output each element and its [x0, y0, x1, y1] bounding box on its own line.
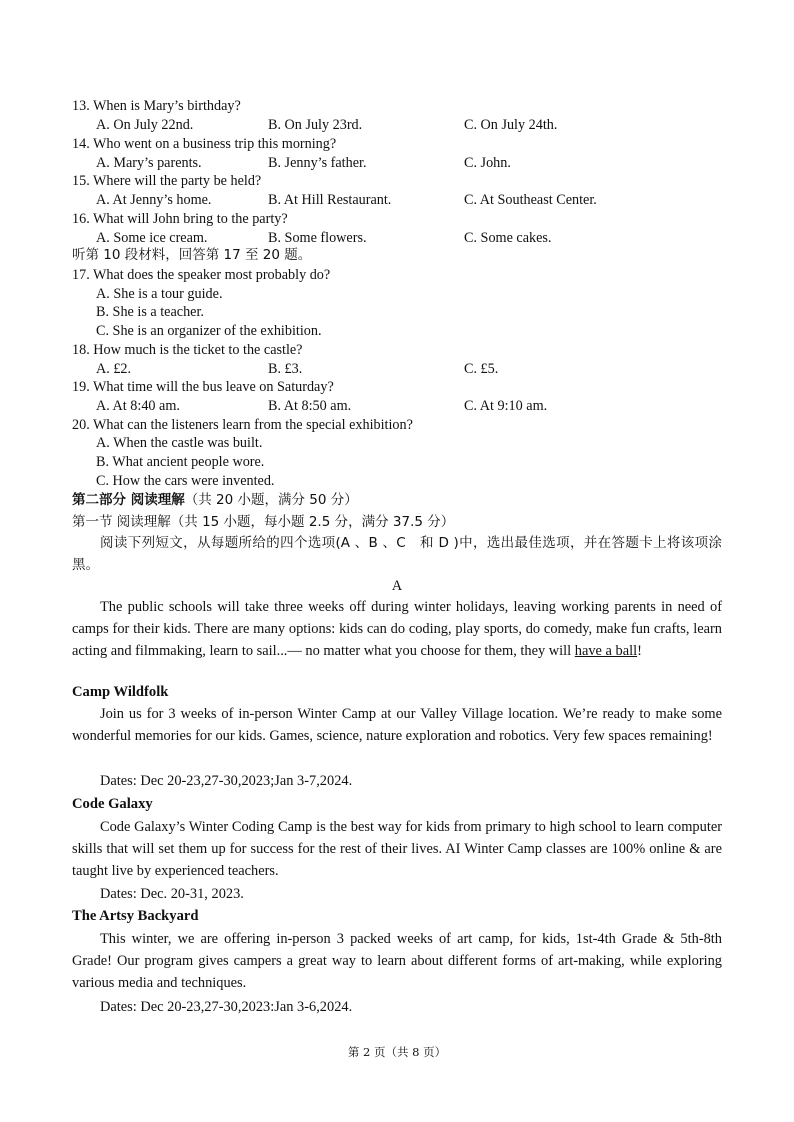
- question-19: 19. What time will the bus leave on Saturday?: [72, 379, 334, 395]
- reading-directions: 阅读下列短文，从每题所给的四个选项(A 、B 、C 和 D )中，选出最佳选项，并在答题卡上将该项涂黑。: [72, 535, 722, 573]
- q17-option-b: B. She is a teacher.: [96, 304, 204, 320]
- part-two-title-rest: （共 20 小题，满分 50 分）: [184, 492, 358, 508]
- q19-option-c: C. At 9:10 am.: [464, 398, 548, 414]
- q13-option-b: B. On July 23rd.: [268, 117, 363, 133]
- q16-option-a: A. Some ice cream.: [96, 230, 208, 246]
- part-two-title-bold: 第二部分 阅读理解: [72, 492, 185, 508]
- artsy-backyard-title: The Artsy Backyard: [72, 908, 199, 924]
- q14-option-c: C. John.: [464, 155, 511, 171]
- q20-option-b: B. What ancient people wore.: [96, 454, 265, 470]
- q15-option-c: C. At Southeast Center.: [464, 192, 597, 208]
- artsy-backyard-desc: This winter, we are offering in-person 3 packed weeks of art camp, for kids, 1st-4th Grade & 5th-8th Grade! Our program gives campers a great way to learn about different forms of art-making, while exploring various media and techniques.: [72, 931, 722, 992]
- q18-option-c: C. £5.: [464, 361, 499, 377]
- question-18: 18. How much is the ticket to the castle?: [72, 342, 303, 358]
- q20-option-a: A. When the castle was built.: [96, 435, 263, 451]
- code-galaxy-dates: Dates: Dec. 20-31, 2023.: [100, 886, 244, 902]
- question-20: 20. What can the listeners learn from the special exhibition?: [72, 417, 413, 433]
- passage-intro: [72, 596, 722, 663]
- q19-option-a: A. At 8:40 am.: [96, 398, 180, 414]
- underlined-phrase: have a ball: [574, 643, 638, 660]
- artsy-backyard-dates: Dates: Dec 20-23,27-30,2023:Jan 3-6,2024.: [100, 999, 353, 1015]
- page-footer: 第 2 页（共 8 页）: [347, 1045, 447, 1059]
- part-two-title: [72, 491, 358, 509]
- passage-intro-end: !: [637, 643, 642, 660]
- q17-option-a: A. She is a tour guide.: [96, 286, 223, 302]
- q14-option-a: A. Mary’s parents.: [96, 155, 202, 171]
- camp-wildfolk-desc: Join us for 3 weeks of in-person Winter Camp at our Valley Village location. We’re ready to make some wonderful memories for our kids. Games, science, nature exploration and robotics. Very few spaces remaining!: [72, 706, 722, 745]
- passage-intro-text: The public schools will take three weeks off during winter holidays, leaving working parents in need of camps for their kids. There are many options: kids can do coding, play sports, do comedy, make fun crafts, learn acting and filmmaking, learn to sail...— no matter what you choose for them, they will: [72, 599, 722, 660]
- code-galaxy-title: Code Galaxy: [72, 796, 153, 812]
- q17-option-c: C. She is an organizer of the exhibition.: [96, 323, 322, 339]
- q19-option-b: B. At 8:50 am.: [268, 398, 352, 414]
- q15-option-b: B. At Hill Restaurant.: [268, 192, 392, 208]
- question-14: 14. Who went on a business trip this morning?: [72, 136, 337, 152]
- question-16: 16. What will John bring to the party?: [72, 211, 288, 227]
- passage-letter: A: [391, 578, 403, 594]
- code-galaxy-desc: Code Galaxy’s Winter Coding Camp is the best way for kids from primary to high school to learn computer skills that will set them up for success for the rest of their lives. AI Winter Camp classes are 100% online & are taught live by experienced teachers.: [72, 819, 722, 880]
- q18-option-a: A. £2.: [96, 361, 132, 377]
- question-13: 13. When is Mary’s birthday?: [72, 98, 241, 114]
- question-17: 17. What does the speaker most probably do?: [72, 267, 331, 283]
- camp-wildfolk-dates: Dates: Dec 20-23,27-30,2023;Jan 3-7,2024.: [100, 773, 353, 789]
- question-15: 15. Where will the party be held?: [72, 173, 262, 189]
- q16-option-b: B. Some flowers.: [268, 230, 367, 246]
- section-one-title: 第一节 阅读理解（共 15 小题，每小题 2.5 分，满分 37.5 分）: [72, 514, 455, 530]
- listening-instruction-10: 听第 10 段材料，回答第 17 至 20 题。: [72, 247, 312, 263]
- q14-option-b: B. Jenny’s father.: [268, 155, 367, 171]
- q20-option-c: C. How the cars were invented.: [96, 473, 275, 489]
- q13-option-a: A. On July 22nd.: [96, 117, 194, 133]
- q18-option-b: B. £3.: [268, 361, 303, 377]
- q15-option-a: A. At Jenny’s home.: [96, 192, 212, 208]
- camp-wildfolk-title: Camp Wildfolk: [72, 684, 169, 700]
- q16-option-c: C. Some cakes.: [464, 230, 552, 246]
- q13-option-c: C. On July 24th.: [464, 117, 558, 133]
